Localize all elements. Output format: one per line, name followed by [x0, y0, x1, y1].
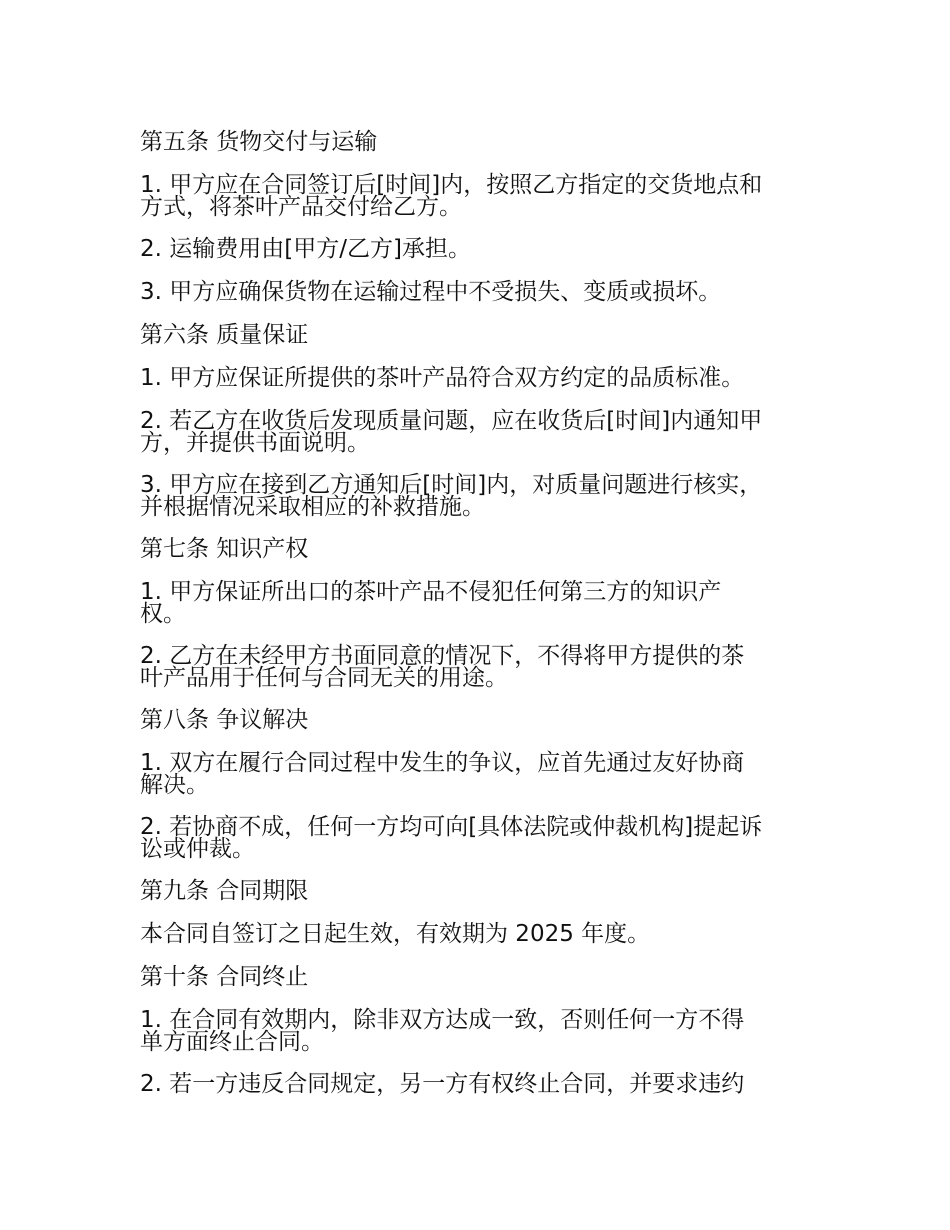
clause-line: 权。: [140, 601, 186, 627]
clause-line: 1. 甲方保证所出口的茶叶产品不侵犯任何第三方的知识产: [140, 579, 722, 605]
clause-paragraph: [140, 1005, 820, 1053]
section-heading: 第八条 争议解决: [140, 707, 309, 733]
clause-line: 讼或仲裁。: [140, 836, 255, 862]
section-heading: 第十条 合同终止: [140, 964, 309, 990]
clause-line: 1. 双方在履行合同过程中发生的争议，应首先通过友好协商: [140, 750, 745, 776]
clause-line: 本合同自签订之日起生效，有效期为 2025 年度。: [140, 921, 651, 947]
clause-paragraph: [140, 812, 820, 860]
clause-paragraph: [140, 170, 820, 218]
clause-line: 1. 甲方应保证所提供的茶叶产品符合双方约定的品质标准。: [140, 365, 745, 391]
clause-paragraph: [140, 470, 820, 518]
clause-line: 2. 运输费用由[甲方/乙方]承担。: [140, 236, 471, 262]
section-heading: 第六条 质量保证: [140, 322, 309, 348]
contract-page: [140, 127, 820, 1112]
section-heading: 第九条 合同期限: [140, 878, 309, 904]
section-heading: 第五条 货物交付与运输: [140, 129, 378, 155]
clause-line: 方，并提供书面说明。: [140, 430, 370, 456]
clause-paragraph: [140, 406, 820, 454]
clause-line: 叶产品用于任何与合同无关的用途。: [140, 665, 508, 691]
clause-paragraph: [140, 919, 820, 949]
clause-line: 解决。: [140, 772, 209, 798]
clause-line: 2. 若一方违反合同规定，另一方有权终止合同，并要求违约: [140, 1071, 745, 1097]
clause-paragraph: [140, 363, 820, 393]
clause-paragraph: [140, 1069, 820, 1099]
clause-paragraph: [140, 234, 820, 264]
clause-line: 方式，将茶叶产品交付给乙方。: [140, 194, 462, 220]
section-heading: 第七条 知识产权: [140, 536, 309, 562]
clause-line: 3. 甲方应在接到乙方通知后[时间]内，对质量问题进行核实，: [140, 472, 763, 498]
clause-paragraph: [140, 277, 820, 307]
clause-line: 1. 甲方应在合同签订后[时间]内，按照乙方指定的交货地点和: [140, 172, 763, 198]
clause-line: 2. 若乙方在收货后发现质量问题，应在收货后[时间]内通知甲: [140, 408, 763, 434]
clause-line: 并根据情况采取相应的补救措施。: [140, 494, 485, 520]
clause-paragraph: [140, 748, 820, 796]
clause-line: 1. 在合同有效期内，除非双方达成一致，否则任何一方不得: [140, 1007, 745, 1033]
clause-paragraph: [140, 577, 820, 625]
clause-line: 2. 乙方在未经甲方书面同意的情况下，不得将甲方提供的茶: [140, 643, 745, 669]
clause-line: 3. 甲方应确保货物在运输过程中不受损失、变质或损坏。: [140, 279, 722, 305]
clause-line: 单方面终止合同。: [140, 1029, 324, 1055]
clause-line: 2. 若协商不成，任何一方均可向[具体法院或仲裁机构]提起诉: [140, 814, 763, 840]
clause-paragraph: [140, 641, 820, 689]
